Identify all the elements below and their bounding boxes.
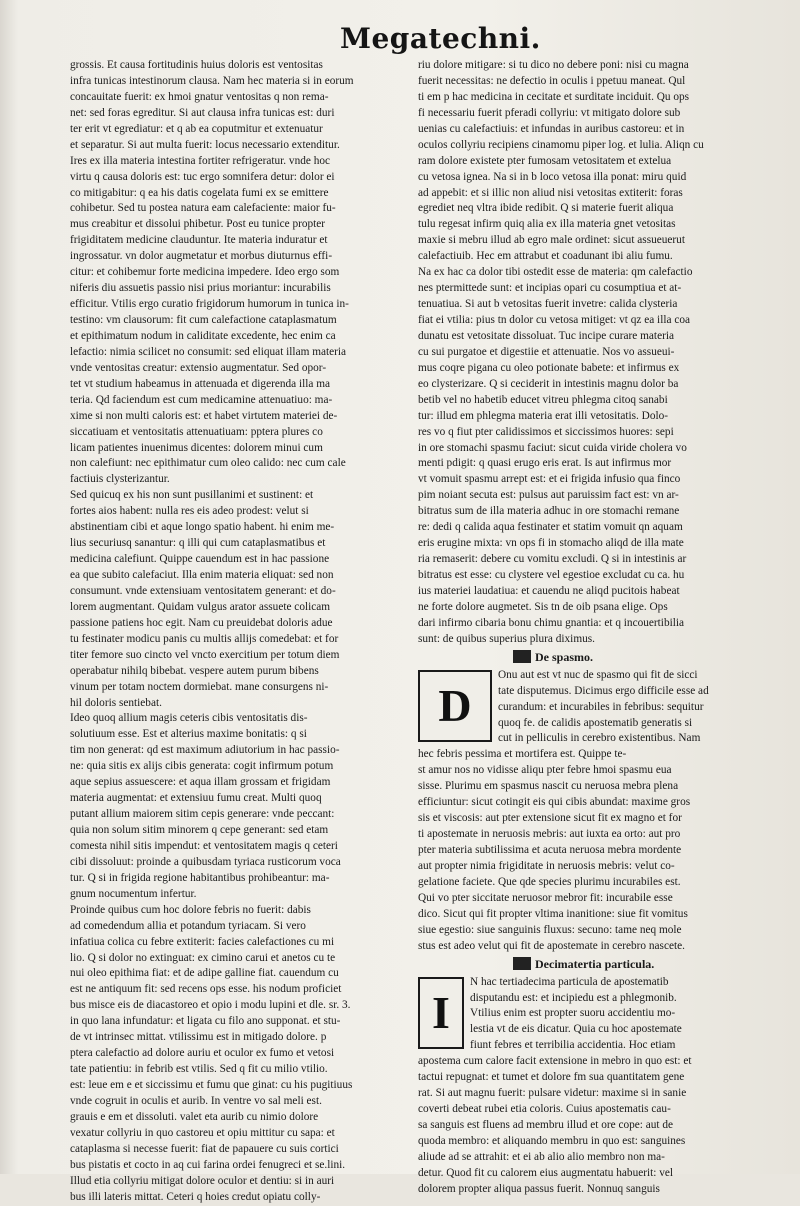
text-line: tenuatiua. Si aut b vetositas fuerit invetre: calida clysteria: [418, 298, 678, 311]
text-line: cataplasma si necesse fuerit: fiat de papauere cu suis cortici: [70, 1142, 339, 1155]
text-line: solutiuum esse. Est et alterius maxime bonitatis: q si: [70, 728, 307, 741]
text-line: lefactio: nimia scilicet no consumit: sed eliquat illam materia: [70, 345, 347, 358]
left-column: [70, 58, 405, 1203]
text-line: lorem augmentant. Quidam vulgus arator assuete colicam: [70, 600, 331, 613]
text-line: sis et viscosis: aut pter extensione sicut fit ex magno et for: [418, 812, 682, 825]
text-line: licam patientes inuenimus dicentes: dolorem minui cum: [70, 441, 323, 454]
text-line: fiat ei vtilia: pius tn dolor cu vetosa mitiget: vt qz ea illa coa: [418, 314, 690, 326]
text-line: oculos collyriu recipiens cinamomu piper log. et lulia. Aliqn cu: [418, 138, 704, 151]
text-line: infra tunicas intestinorum clausa. Nam hec materia si in eorum: [70, 74, 354, 87]
text-line: consumunt. vnde extensiuam ventositatem generant: et do-: [70, 584, 336, 597]
text-line: niferis diu assuetis passio nisi prius moriantur: incurabilis: [70, 282, 331, 295]
text-line: hec febris pessima et mortifera est. Quippe te-: [418, 748, 627, 761]
text-line: Sed quicuq ex his non sunt pusillanimi et sustinent: et: [70, 489, 314, 502]
text-line: tu festinater modicu panis cu multis allijs comedebat: et for: [70, 632, 339, 645]
text-line: de vt intrinsec mittat. vtilissimu est in mitigado dolore. p: [70, 1031, 327, 1044]
text-line: ti em p hac medicina in cecitate et surditate inciduit. Qu ops: [418, 90, 690, 103]
text-line: putant allium maiorem sitim cepis generare: vnde peccant:: [70, 808, 335, 821]
text-line: bus illi lateris mittat. Ceteri q hoies credut opiatu colly-: [70, 1190, 321, 1203]
text-line: Illud etia collyriu mitigat dolore oculor et dentiu: si in auri: [70, 1174, 335, 1187]
text-line: ad comedendum allia et potandum tyriacam. Si vero: [70, 919, 306, 932]
text-line: stus est adeo velut qui fit de apostemate in cerebro nascete.: [418, 939, 685, 952]
text-line: quoda membro: et aliquando membru in quo est: sanguines: [418, 1134, 686, 1147]
text-line: abstinentiam cibi et aque longo spatio habent. hi enim me-: [70, 521, 335, 534]
text-line: fuerit necessitas: ne defectio in oculis i ppetuu maneat. Qul: [418, 74, 686, 87]
text-line: nes ptermittede sunt: et incipias opari cu cosumptiua et at-: [418, 282, 682, 295]
text-line: Onu aut est vt nuc de spasmo qui fit de sicci: [498, 668, 698, 681]
text-line: ter erit vt egrediatur: et q ab ea coputmitur et extenuatur: [70, 122, 323, 135]
text-line: comesta nihil sitis impendut: et ventositatem magis q ceteri: [70, 839, 338, 852]
left-paragraph-2: [70, 488, 405, 711]
text-line: coverti debeat rubei etia coloris. Cuius apostematis cau-: [418, 1103, 671, 1116]
text-line: riu dolore mitigare: si tu dico no debere poni: nisi cu magna: [418, 59, 689, 71]
text-line: cut in pelliculis in cerebro existentibus. Nam: [498, 732, 701, 745]
text-line: hil doloris sentiebat.: [70, 696, 162, 709]
text-line: tet vt studium habeamus in attenuada et digerenda illa ma: [70, 377, 331, 390]
text-line: medicina calefiunt. Quippe cauendum est in hac passione: [70, 553, 330, 566]
text-line: bitratus sum de illa materia adhuc in ore stomachi remane: [418, 505, 680, 518]
text-line: factiuis clysterizantur.: [70, 473, 170, 486]
left-paragraph-3: [70, 711, 405, 902]
text-line: mus coqre pigana cu oleo potionate babete: et infirmus ex: [418, 361, 680, 374]
text-line: xime si non multi caloris est: et habet virtutem materiei de-: [70, 409, 338, 422]
text-line: efficiuntur: sicut cotingit eis qui cibis abundat: maxime gros: [418, 796, 691, 809]
text-line: grossis. Et causa fortitudinis huius doloris est ventositas: [70, 59, 323, 71]
text-line: cu vetosa ignea. Na si in b loco vetosa illa ponat: miru quid: [418, 170, 687, 183]
left-paragraph-1: [70, 58, 405, 488]
text-line: vnde ventositas creatur: extensio augmentatur. Sed opor-: [70, 361, 327, 374]
text-line: vinum per totam noctem dormiebat. mane consurgens ni-: [70, 680, 329, 693]
text-line: materia augmentat: et extensiuu fumu creat. Multi quoq: [70, 792, 322, 805]
text-line: ne forte dolore augmetet. Sis tn de oib psana elige. Ops: [418, 600, 668, 613]
text-line: egrediet neq vltra ibide redibit. Q si materie fuerit aliqua: [418, 202, 674, 215]
text-line: mus creabitur et dissolui phibetur. Post eu tunice propter: [70, 218, 326, 231]
text-line: N hac tertiadecima particula de apostematib: [470, 975, 669, 988]
text-line: grauis e em et dissoluti. valet eta aurib cu nimio dolore: [70, 1110, 319, 1123]
text-line: detur. Quod fit cu calorem eius augmentatu habuerit: vel: [418, 1166, 674, 1179]
text-line: tactui repugnat: et tumet et dolore fm sua quantitatem gene: [418, 1071, 685, 1084]
text-line: sisse. Plurimu em spasmus nascit cu neruosa mebra plena: [418, 780, 679, 793]
text-line: ptera calefactio ad dolore auriu et oculor ex fumo et vetosi: [70, 1047, 335, 1060]
text-line: ingrossatur. vn dolor augmetatur et morbus diuturnus effi-: [70, 250, 333, 263]
text-line: cohibetur. Sed tu postea natura eam calefaciente: maior fu-: [70, 202, 336, 215]
text-line: apostema cum calore facit extensione in mebro in quo est: et: [418, 1055, 692, 1068]
text-line: testino: vm clausorum: fit cum calefactione cataplasmatum: [70, 314, 337, 326]
text-line: sa sanguis est fluens ad membru illud et ore cope: aut de: [418, 1119, 674, 1131]
text-line: titer femore suo cincto vel vncto exercitium per totum diem: [70, 648, 340, 661]
section-heading-particula: [418, 957, 752, 972]
text-line: vnde cogruit in oculis et aurib. In ventre vo sal meli est.: [70, 1094, 322, 1107]
text-line: st amur nos no vidisse aliqu pter febre hmoi spasmu eua: [418, 764, 672, 777]
text-line: in quo lana infundatur: et ligata cu filo ano supponat. et stu-: [70, 1015, 341, 1028]
text-line: maxie si mebru illud ab egro male ordinet: sicut assueuerut: [418, 234, 685, 247]
text-line: aut propter nimia frigiditate in neruosis mebris: velut co-: [418, 859, 675, 872]
text-line: et separatur. Si aut multa fuerit: locus necessario extenditur.: [70, 138, 340, 151]
text-line: siccatiuam et ventositatis attenuatiuam: pptera plures co: [70, 425, 323, 438]
text-line: ne: quia sitis ex alijs cibis generata: cogit infirmum potum: [70, 760, 334, 773]
text-line: bus misce eis de diacastoreo et opio i modu lupini et dle. sr. 3.: [70, 999, 351, 1012]
text-line: ea que subito calefaciut. Illa enim materia eliquat: sed non: [70, 569, 334, 581]
heading-text: De spasmo.: [535, 649, 594, 664]
text-line: betib vel no habetib educet vitreu phlegma citoq sanabi: [418, 393, 668, 406]
text-line: quoq fe. de calidis apostematib generatis si: [498, 716, 693, 729]
text-line: lestia vt de eis dicatur. Quia cu hoc apostemate: [470, 1023, 682, 1036]
text-line: eris erugine mixta: vn ops fi in stomacho aliqd de illa mate: [418, 537, 684, 550]
text-line: passione patiens hoc egit. Nam cu preuidebat doloris adue: [70, 616, 333, 629]
text-line: tur: illud em phlegma materia erat illi vetositatis. Dolo-: [418, 409, 669, 422]
initial-letter: D: [438, 679, 472, 731]
text-line: non calefiunt: nec epithimatur cum oleo calido: nec cum cale: [70, 457, 346, 470]
section-heading-spasmo: [418, 650, 752, 665]
text-line: tate patientiu: in febrib est vtilis. Sed q fit cu milio vtilio.: [70, 1063, 328, 1076]
text-line: est: leue em e et siccissimu et fumu que ginat: cu his pugitiuus: [70, 1079, 353, 1091]
text-line: aque sepius assuescere: et aqua illam grossam et frigidam: [70, 776, 331, 789]
text-line: bitratus est esse: cu clystere vel egestioe excludat cu ca. hu: [418, 569, 685, 581]
paragraph-mark-icon: [513, 957, 531, 970]
text-line: ti apostemate in neruosis mebris: aut iuxta ea orto: aut pro: [418, 828, 681, 841]
text-line: res vo q fiut pter calidissimos et siccissimos huores: sepi: [418, 425, 674, 438]
text-line: disputandu est: et incipiedu est a phlegmonib.: [470, 991, 677, 1004]
text-line: lio. Q si dolor no extinguat: ex cimino carui et anetos cu te: [70, 951, 336, 964]
text-line: dunatu est vetositate dissoluat. Tuc incipe curare materia: [418, 329, 674, 342]
text-line: gelatione faciete. Que qde species plurimu incurabiles est.: [418, 875, 681, 888]
text-line: cu sui purgatoe et digestiie et attenuatie. Nos vo assueui-: [418, 345, 675, 358]
text-line: cibi dissoluut: proinde a quibusdam tyriaca rusticorum voca: [70, 855, 341, 868]
right-paragraph-1: [418, 58, 752, 648]
text-line: quia non solum sitim minorem q cepe generant: sed etam: [70, 824, 329, 836]
text-line: Qui vo pter siccitate neruosor mebror fit: incurabile esse: [418, 891, 673, 904]
text-line: infatiua colica cu febre extiterit: facies calefactiones cu mi: [70, 935, 335, 948]
decorated-initial-I: [418, 977, 464, 1049]
text-line: ad appebit: et si illic non aliud nisi vetositas extiterit: foras: [418, 186, 683, 199]
text-line: ram dolore existete pter fumosam vetositatem et extelua: [418, 154, 672, 167]
text-line: operabatur nihilq bibebat. vespere autem purum bibens: [70, 664, 319, 677]
running-header: Megatechni.: [340, 22, 541, 55]
text-line: in ore stomachi spasmu faciut: sicut cuida viride cholera vo: [418, 441, 687, 454]
text-line: menti pdigit: q quasi erugo eris erat. Is aut infirmus mor: [418, 457, 672, 470]
text-line: Proinde quibus cum hoc dolore febris no fuerit: dabis: [70, 903, 311, 916]
text-line: aliude ad se attrahit: et ei ab alio alio membro non ma-: [418, 1150, 665, 1163]
text-line: citur: et cohibemur forte medicina impedere. Ideo ergo som: [70, 266, 340, 279]
text-line: vt vomuit spasmu arrept est: et ei frigida infusio qua finco: [418, 473, 681, 486]
text-line: efficitur. Vtilis ergo curatio frigidorum humorum in tunica in-: [70, 298, 349, 311]
text-line: tur. Q si in frigida regione habitantibus prohibeantur: ma-: [70, 871, 330, 884]
text-line: dari infirmo cibaria bonu chimu gnantia: et q incouertibilia: [418, 616, 685, 629]
text-line: Na ex hac ca dolor tibi ostedit esse de materia: qm calefactio: [418, 266, 693, 279]
text-line: re: dedi q calida aqua festinater et statim vomuit qn aquam: [418, 521, 683, 534]
text-line: tulu regesat infirm quiq alia ex illa materia gnet vetositas: [418, 218, 676, 231]
text-line: virtu q causa doloris est: tuc ergo somnifera detur: dolor ei: [70, 170, 335, 183]
text-line: Ires ex illa materia intestina fortiter refrigeratur. vnde hoc: [70, 154, 331, 167]
text-line: ius materiei laudatiua: et cauendu ne aliqd pucitois habeat: [418, 584, 680, 597]
heading-text: Decimatertia particula.: [535, 956, 655, 971]
text-line: eo clysterizare. Q si ceciderit in intestinis magnu dolor ba: [418, 377, 679, 390]
text-line: siue egestio: siue sanguinis fluxus: secuno: tame neq mole: [418, 923, 682, 936]
text-line: fiunt febres et terribilia accidentia. Hoc etiam: [470, 1039, 676, 1052]
text-line: dolorem propter aliqua passus fuerit. Nonnuq sanguis: [418, 1182, 660, 1195]
text-line: nui oleo epithima fiat: et de adipe galline fiat. cauendum cu: [70, 967, 339, 980]
text-line: rat. Si aut magnu fuerit: pulsare videtur: maxime si in sanie: [418, 1087, 687, 1100]
text-line: tate disputemus. Dicimus ergo difficile esse ad: [498, 684, 709, 697]
right-column: [418, 58, 752, 1195]
text-line: ria remaserit: debere cu vomitu excludi. Q si in intestinis ar: [418, 553, 687, 566]
text-line: bus pistatis et cocto in aq cui farina ordei fenugreci et se.lini.: [70, 1158, 346, 1171]
left-paragraph-4: [70, 903, 405, 1206]
paragraph-mark-icon: [513, 650, 531, 663]
initial-letter: I: [432, 986, 450, 1038]
text-line: net: sed foras egreditur. Si aut clausa infra tunicas est: duri: [70, 106, 335, 119]
text-line: teria. Qd faciendum est cum medicamine attenuatiuo: ma-: [70, 393, 333, 406]
text-line: lius securiusq sanantur: q illi qui cum cataplasmatibus et: [70, 537, 326, 550]
text-line: frigiditatem medicine clauduntur. Ite materia induratur et: [70, 234, 328, 247]
text-line: gnum nocumentum infertur.: [70, 887, 197, 900]
text-line: calefactiuib. Hec em attrabut et coadunant ibi aliu fumu.: [418, 250, 673, 263]
text-line: dico. Sicut qui fit propter vltima inanitione: siue fit vomitus: [418, 907, 688, 920]
text-line: co mitigabitur: q ea his datis cogelata fumi ex se emittere: [70, 186, 329, 199]
text-line: concauitate fuerit: ex hmoi gnatur ventositas q non rema-: [70, 90, 329, 103]
text-line: fortes aios habent: nulla res eis adeo prodest: velut si: [70, 505, 309, 518]
text-line: pim noiant secuta est: pulsus aut paruissim fact est: vn ar-: [418, 489, 679, 502]
right-paragraph-2: [418, 668, 752, 955]
text-line: sunt: de quibus superius plura diximus.: [418, 632, 595, 645]
text-line: est ne antiquum fit: sed recens ops esse. his nodum proficiet: [70, 983, 342, 996]
text-line: curandum: et incurabiles in febribus: sequitur: [498, 700, 704, 713]
text-line: pter materia subtilissima et acuta neruosa mebra mordente: [418, 844, 682, 856]
decorated-initial-D: [418, 670, 492, 742]
text-line: uenias cu calefactiuis: et infundas in auribus castoreu: et in: [418, 122, 685, 135]
right-paragraph-3: [418, 975, 752, 1198]
text-line: vexatur collyriu in quo castoreu et opiu mittitur cu sapa: et: [70, 1126, 335, 1139]
text-line: fi necessariu fuerit pferadi collyriu: vt mitigato dolore sub: [418, 106, 681, 119]
text-line: Vtilius enim est propter suoru accidentiu mo-: [470, 1007, 676, 1020]
text-line: tim non generat: qd est maximum adiutorium in hac passio-: [70, 744, 340, 757]
text-line: et epithimatum nodum in caliditate excedente, hec enim ca: [70, 329, 336, 342]
text-line: Ideo quoq allium magis ceteris cibis ventositatis dis-: [70, 712, 308, 725]
